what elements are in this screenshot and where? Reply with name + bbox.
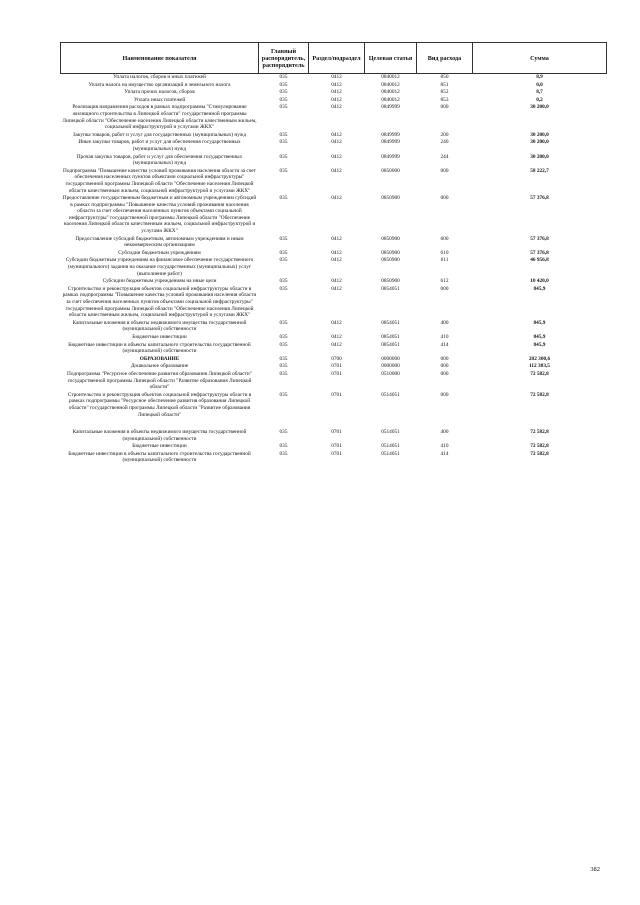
row-target-article: 0849999 (381, 139, 400, 146)
row-section: 0412 (331, 81, 342, 88)
row-name: Предоставление государственным бюджетным и автономным учреждениям субсидий в рамках подпрограммы "Повышение качества условий проживания населения области за счет обеспечения населенных пунктов объектами социальной инфраструктуры" государственной программы Липецкой области "Обеспечение населения Липецкой области качественным жильем, социальной инфраструктурой и услугами ЖКХ" (62, 195, 257, 235)
row-target-article: 0854051 (381, 333, 400, 340)
row-name: Предоставление субсидий бюджетным, автономным учреждениям и иным некоммерческим организациям (75, 235, 244, 249)
row-amount: 30 200,0 (530, 131, 549, 138)
row-section: 0412 (331, 96, 342, 103)
row-amount: 30 200,0 (530, 104, 549, 111)
row-expense-type: 000 (440, 104, 449, 111)
row-target-article: 0510000 (381, 370, 400, 377)
row-target-article: 0840012 (381, 96, 400, 103)
row-amount: 57 376,8 (530, 235, 549, 242)
table-row (61, 74, 607, 82)
row-name: Капитальные вложения в объекты недвижимого имущества государственной (муниципальной) собственности (72, 319, 247, 333)
table-row (61, 195, 607, 236)
table-row (61, 257, 607, 278)
row-name: Бюджетные инвестиции в объекты капитального строительства государственной (муниципальной) собственности (68, 450, 251, 464)
table-row (61, 451, 607, 465)
row-name: Иные закупки товаров, работ и услуг для обеспечения государственных (муниципальных) нужд (78, 139, 241, 152)
header-administrator: Главный распорядитель, распорядитель (259, 43, 309, 74)
row-amount: 58 222,7 (530, 167, 549, 174)
row-administrator: 035 (279, 167, 288, 174)
row-expense-type: 853 (440, 96, 449, 103)
table-row (61, 334, 607, 342)
row-name: Уплата налога на имущество организаций и земельного налога (88, 81, 231, 88)
table-row (61, 443, 607, 451)
row-expense-type: 000 (440, 195, 449, 202)
row-section: 0412 (331, 195, 342, 202)
row-name: Субсидии бюджетным учреждениям на иные цели (102, 278, 217, 285)
row-amount: 8,9 (536, 74, 543, 80)
row-amount: 30 200,0 (530, 139, 549, 146)
row-administrator: 035 (279, 257, 288, 264)
table-row (61, 278, 607, 286)
row-section: 0412 (331, 319, 342, 326)
table-body (61, 74, 607, 466)
row-amount: 845,9 (533, 333, 546, 340)
row-amount: 8,7 (536, 89, 543, 96)
row-administrator: 035 (279, 429, 288, 436)
row-expense-type: 240 (440, 139, 449, 146)
row-expense-type: 410 (440, 443, 449, 450)
row-expense-type: 850 (440, 74, 449, 80)
row-amount: 0,2 (536, 96, 543, 103)
row-name: Уплата прочих налогов, сборов (124, 89, 195, 96)
table-row (61, 89, 607, 97)
row-target-article: 0854051 (381, 285, 400, 292)
row-name: Реализация направления расходов в рамках подпрограммы "Стимулирование жилищного строительства в Липецкой области" государственной программы Липецкой области "Обеспечение населения Липецкой области качественным жильем, социальной инфраструктурой и услугами ЖКХ" (62, 104, 257, 131)
row-target-article: 0854051 (381, 341, 400, 348)
row-section: 0412 (331, 139, 342, 146)
row-administrator: 035 (279, 195, 288, 202)
row-name: Бюджетные инвестиции в объекты капитального строительства государственной (муниципальной) собственности (68, 341, 251, 355)
row-name: Бюджетные инвестиции (132, 443, 187, 450)
budget-document (60, 42, 606, 465)
row-administrator: 035 (279, 89, 288, 96)
row-administrator: 035 (279, 139, 288, 146)
row-name: Строительство и реконструкция объектов социальной инфраструктуры области в рамках подпрограммы "Повышение качества условий проживания населения области за счет обеспечения населенных пунктов объектами социальной инфраструктуры" государственной программы Липецкой области "Обеспечение населения Липецкой области качественным жильем, социальной инфраструктурой и услугами ЖКХ" (62, 285, 257, 319)
row-amount: 202 300,6 (528, 355, 551, 362)
row-administrator: 035 (279, 370, 288, 377)
table-row (61, 371, 607, 392)
row-name: Уплата налогов, сборов и иных платежей (113, 74, 206, 80)
row-target-article: 0000000 (381, 355, 400, 362)
row-target-article: 0850000 (381, 167, 400, 174)
row-section: 0701 (331, 429, 342, 436)
table-row (61, 342, 607, 356)
row-section: 0412 (331, 74, 342, 80)
row-expense-type: 414 (440, 341, 449, 348)
row-target-article: 0849999 (381, 104, 400, 111)
row-name: Бюджетные инвестиции (132, 333, 187, 340)
row-expense-type: 852 (440, 89, 449, 96)
row-amount: 30 200,0 (530, 153, 549, 160)
row-expense-type: 610 (440, 249, 449, 256)
row-target-article: 0840012 (381, 81, 400, 88)
row-section: 0412 (331, 249, 342, 256)
row-amount: 845,9 (533, 341, 546, 348)
row-expense-type: 000 (440, 391, 449, 398)
page-number: 382 (590, 866, 600, 873)
row-expense-type: 000 (440, 285, 449, 292)
row-section: 0412 (331, 341, 342, 348)
table-row (61, 97, 607, 105)
row-section: 0701 (331, 363, 342, 370)
row-name: Субсидии бюджетным учреждениям на финансовое обеспечение государственного (муниципального) задания на оказание государственных (муниципальных) услуг (выполнение работ) (65, 257, 254, 277)
row-administrator: 035 (279, 131, 288, 138)
row-administrator: 035 (279, 249, 288, 256)
expenditure-table (60, 42, 607, 465)
row-section: 0701 (331, 443, 342, 450)
row-name: Подпрограмма "Повышение качества условий проживания населения области за счет обеспечения населенных пунктов объектами социальной инфраструктуры" государственной программы Липецкой области "Обеспечение населения Липецкой области качественным жильем, социальной инфраструктурой и услугами ЖКХ" (63, 167, 256, 194)
row-expense-type: 851 (440, 81, 449, 88)
table-row (61, 320, 607, 334)
table-row (61, 236, 607, 250)
row-target-article: 0514051 (381, 443, 400, 450)
row-target-article: 0850900 (381, 278, 400, 285)
row-amount: 845,9 (533, 319, 546, 326)
row-target-article: 0849999 (381, 153, 400, 160)
table-row (61, 286, 607, 320)
row-target-article: 0850900 (381, 257, 400, 264)
header-indicator-name: Наименование показателя (61, 43, 259, 74)
row-target-article: 0850900 (381, 235, 400, 242)
row-target-article: 0850900 (381, 249, 400, 256)
row-name: Уплата иных платежей (133, 96, 186, 103)
row-section: 0412 (331, 333, 342, 340)
row-administrator: 035 (279, 333, 288, 340)
row-administrator: 035 (279, 450, 288, 457)
row-name: Строительство и реконструкция объектов социальной инфраструктуры области в рамках подпрограммы "Ресурсное обеспечение развития образования Липецкой области" государственной программы Липецкой области "Развитие образования Липецкой области" (67, 391, 252, 418)
header-target-article: Целевая статья (365, 43, 417, 74)
row-amount: 46 956,8 (530, 257, 549, 264)
table-row (61, 104, 607, 131)
row-name: Капитальные вложения в объекты недвижимого имущества государственной (муниципальной) собственности (72, 429, 247, 442)
row-administrator: 035 (279, 285, 288, 292)
row-section: 0412 (331, 104, 342, 111)
row-expense-type: 600 (440, 235, 449, 242)
row-amount: 112 383,5 (529, 363, 550, 370)
row-expense-type: 244 (440, 153, 449, 160)
row-name: ОБРАЗОВАНИЕ (139, 355, 180, 362)
row-target-article: 0849999 (381, 131, 400, 138)
row-section: 0412 (331, 153, 342, 160)
row-target-article: 0514051 (381, 391, 400, 398)
row-expense-type: 000 (440, 363, 449, 370)
row-target-article: 0850900 (381, 195, 400, 202)
row-target-article: 0514051 (381, 429, 400, 436)
row-amount: 72 582,8 (530, 443, 549, 450)
row-name: Прочая закупка товаров, работ и услуг для обеспечения государственных (муниципальных) нужд (76, 153, 243, 167)
row-administrator: 035 (279, 96, 288, 103)
row-amount: 57 376,8 (530, 195, 549, 202)
row-name: Субсидии бюджетным учреждениям (118, 249, 201, 256)
row-section: 0701 (331, 370, 342, 377)
row-target-article: 0840012 (381, 74, 400, 80)
row-expense-type: 000 (440, 167, 449, 174)
row-administrator: 035 (279, 391, 288, 398)
row-expense-type: 400 (440, 429, 449, 436)
row-amount: 72 582,8 (530, 450, 549, 457)
table-row (61, 154, 607, 168)
row-administrator: 035 (279, 74, 288, 80)
row-amount: 72 582,8 (530, 391, 549, 398)
row-expense-type: 000 (440, 370, 449, 377)
row-administrator: 035 (279, 278, 288, 285)
row-expense-type: 611 (440, 257, 449, 264)
row-amount: 845,9 (533, 285, 546, 292)
row-amount: 72 582,8 (530, 370, 549, 377)
row-section: 0412 (331, 235, 342, 242)
row-target-article: 0854051 (381, 319, 400, 326)
row-administrator: 035 (279, 153, 288, 160)
row-section: 0412 (331, 167, 342, 174)
row-administrator: 035 (279, 443, 288, 450)
table-row (61, 392, 607, 419)
row-section: 0412 (331, 257, 342, 264)
header-amount: Сумма (473, 43, 607, 74)
row-administrator: 035 (279, 363, 288, 370)
row-target-article: 0514051 (381, 450, 400, 457)
row-expense-type: 410 (440, 333, 449, 340)
header-expense-type: Вид расхода (417, 43, 473, 74)
table-row (61, 363, 607, 371)
row-amount: 10 420,0 (530, 278, 549, 285)
row-section: 0412 (331, 131, 342, 138)
table-header-row (61, 43, 607, 74)
row-expense-type: 200 (440, 131, 449, 138)
row-section: 0412 (331, 89, 342, 96)
row-amount: 0,0 (536, 81, 543, 88)
row-name: Дошкольное образование (130, 363, 189, 370)
row-section: 0412 (331, 285, 342, 292)
row-name: Закупка товаров, работ и услуг для государственных (муниципальных) нужд (72, 131, 247, 138)
row-administrator: 035 (279, 355, 288, 362)
row-administrator: 035 (279, 81, 288, 88)
row-amount: 57 376,8 (530, 249, 549, 256)
row-administrator: 035 (279, 235, 288, 242)
row-name: Подпрограмма "Ресурсное обеспечение развития образования Липецкой области" государственной программы Липецкой области "Развитие образования Липецкой области" (67, 370, 252, 391)
table-row (61, 168, 607, 195)
row-section: 0701 (331, 450, 342, 457)
row-expense-type: 400 (440, 319, 449, 326)
row-administrator: 035 (279, 341, 288, 348)
row-expense-type: 414 (440, 450, 449, 457)
row-administrator: 035 (279, 104, 288, 111)
row-expense-type: 612 (440, 278, 449, 285)
header-section: Раздел/подраздел (309, 43, 365, 74)
row-section: 0701 (331, 391, 342, 398)
row-expense-type: 000 (440, 355, 449, 362)
table-row (61, 419, 607, 443)
row-amount: 72 582,8 (530, 429, 549, 436)
row-target-article: 0840012 (381, 89, 400, 96)
row-section: 0700 (331, 355, 342, 362)
row-administrator: 035 (279, 319, 288, 326)
table-row (61, 139, 607, 153)
row-section: 0412 (331, 278, 342, 285)
row-target-article: 0000000 (381, 363, 400, 370)
